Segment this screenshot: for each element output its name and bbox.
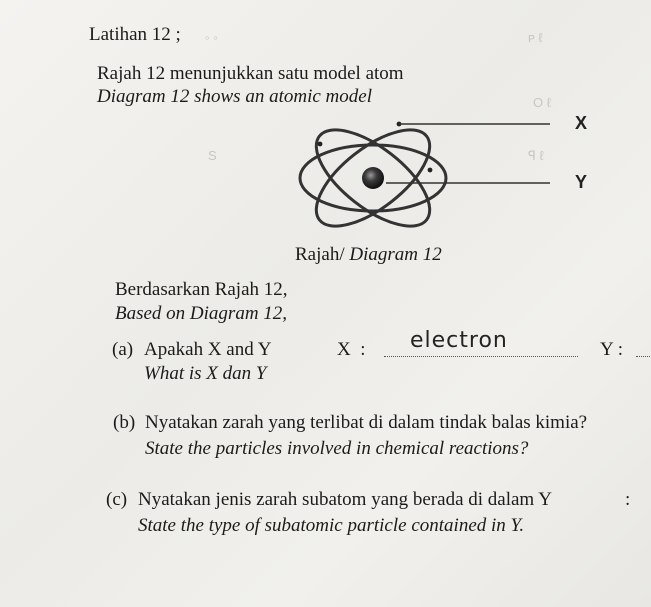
atom-model-diagram — [296, 110, 616, 250]
label-y: Y — [575, 172, 588, 192]
based-on-malay: Berdasarkan Rajah 12, — [115, 279, 288, 300]
answer-blank-x[interactable] — [384, 355, 578, 357]
show-through-mark: ◦ ◦ — [205, 30, 218, 45]
answer-x-handwritten: electron — [410, 328, 508, 353]
question-c-number: (c) — [106, 489, 128, 510]
electron-dot — [428, 168, 433, 173]
show-through-mark: S — [208, 148, 217, 163]
nucleus — [362, 167, 384, 189]
question-c-malay: Nyatakan jenis zarah subatom yang berada di dalam Y — [138, 489, 552, 510]
question-a-number: (a) — [112, 339, 134, 360]
intro-english: Diagram 12 shows an atomic model — [97, 86, 372, 107]
diagram-caption — [295, 244, 442, 266]
based-on-english: Based on Diagram 12, — [115, 303, 288, 324]
question-b-malay: Nyatakan zarah yang terlibat di dalam tindak balas kimia? — [145, 412, 588, 433]
label-x: X — [575, 113, 588, 133]
question-c-english: State the type of subatomic particle contained in Y. — [138, 515, 525, 536]
show-through-mark: O ℓ — [533, 95, 551, 110]
exercise-title: Latihan 12 ; — [89, 24, 181, 45]
intro-malay: Rajah 12 menunjukkan satu model atom — [97, 63, 404, 84]
caption-malay: Rajah/ — [295, 244, 345, 265]
show-through-mark: ꟼ ℓ — [528, 148, 544, 163]
show-through-mark: ᴘ ℓ — [528, 30, 543, 45]
question-c-colon: : — [625, 489, 631, 510]
electron-dot — [318, 142, 323, 147]
question-a-y-label: Y : — [600, 339, 624, 360]
question-a-english: What is X dan Y — [144, 363, 267, 384]
question-a-malay: Apakah X and Y — [144, 339, 272, 360]
answer-blank-y[interactable] — [636, 355, 650, 357]
caption-english: Diagram 12 — [349, 244, 442, 265]
question-a-x-label: X : — [337, 339, 366, 360]
question-b-english: State the particles involved in chemical reactions? — [145, 438, 529, 459]
question-b-number: (b) — [113, 412, 136, 433]
